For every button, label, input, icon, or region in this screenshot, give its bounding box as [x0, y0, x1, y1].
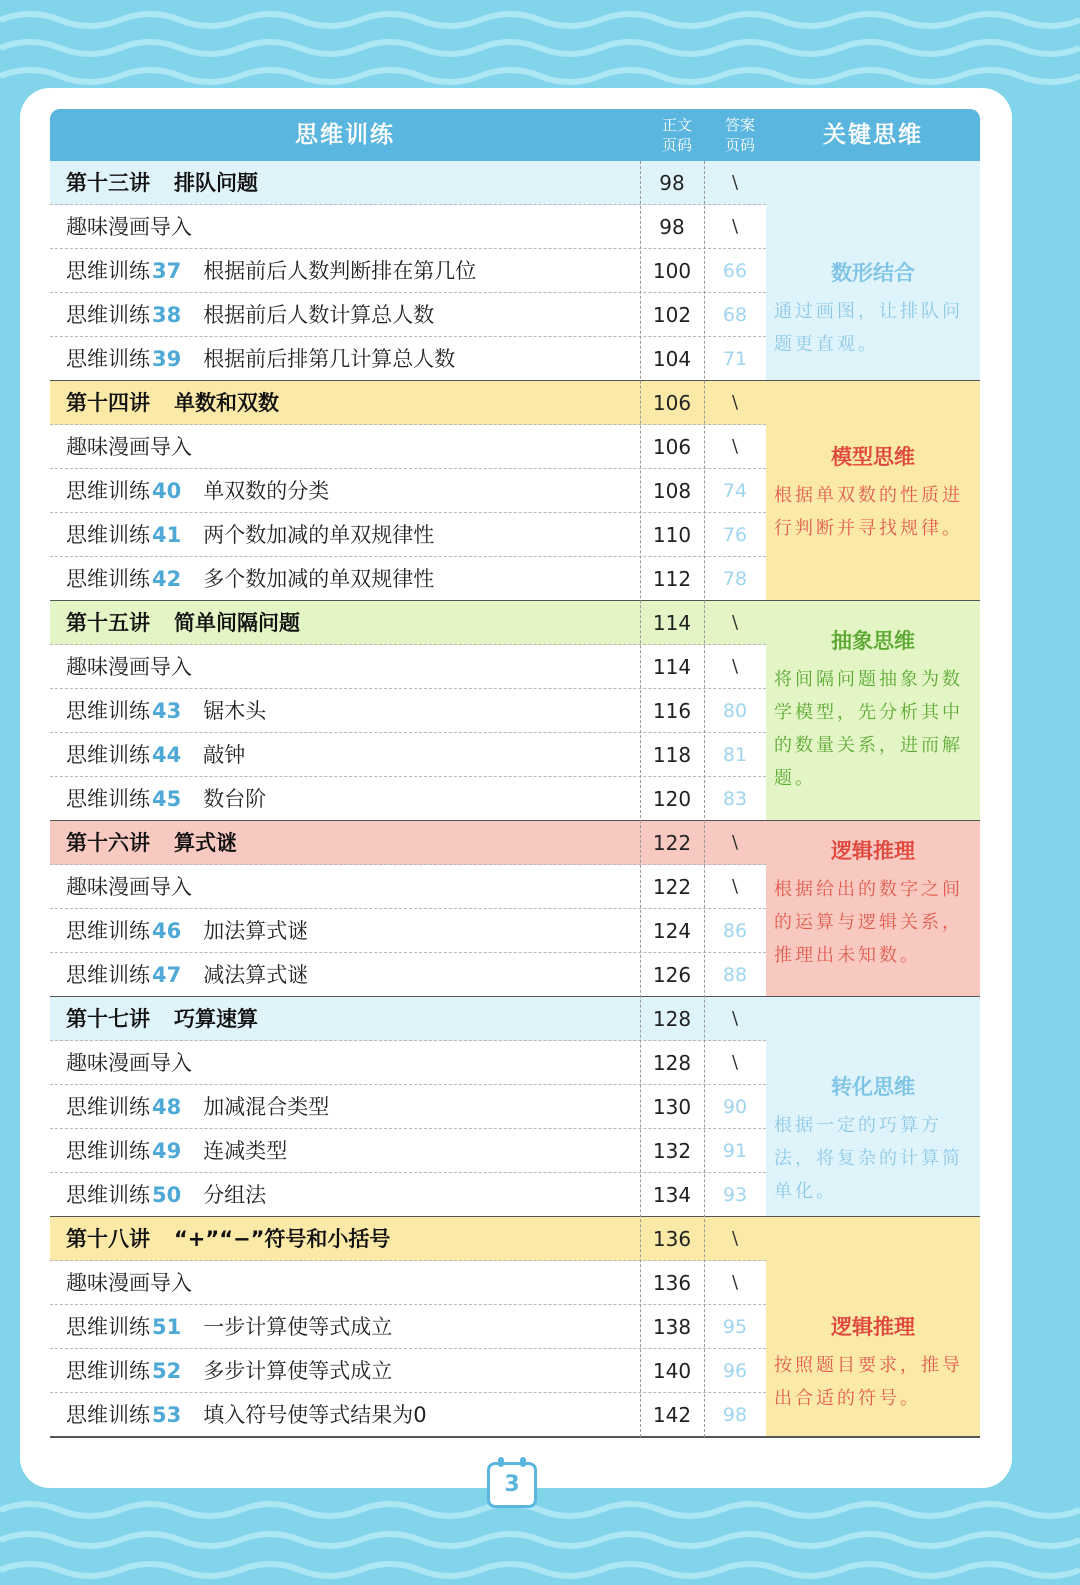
training-row[interactable]	[50, 513, 766, 557]
intro-label: 趣味漫画导入	[66, 435, 192, 459]
key-thinking-description: 根据一定的巧算方法，将复杂的计算简单化。	[774, 1115, 963, 1202]
intro-answer-page: \	[731, 1052, 739, 1073]
training-prefix: 思维训练	[66, 567, 150, 591]
training-row[interactable]	[50, 1173, 766, 1217]
training-row[interactable]	[50, 953, 766, 997]
key-thinking-title: 模型思维	[831, 445, 915, 469]
intro-answer-page: \	[731, 216, 739, 237]
lecture-answer-page: \	[731, 1228, 739, 1249]
header-key-title: 关键思维	[823, 122, 923, 148]
intro-answer-page: \	[731, 436, 739, 457]
lecture-answer-page: \	[731, 1008, 739, 1029]
training-answer-page: 81	[722, 744, 748, 766]
training-page: 120	[652, 787, 692, 811]
header-page-line1: 正文	[661, 116, 692, 134]
training-answer-page: 78	[722, 568, 748, 590]
training-row[interactable]	[50, 1085, 766, 1129]
training-row[interactable]	[50, 909, 766, 953]
training-page: 134	[652, 1183, 692, 1207]
training-prefix: 思维训练	[66, 743, 150, 767]
key-thinking-title: 转化思维	[831, 1075, 915, 1099]
training-number: 51	[152, 1315, 182, 1339]
key-thinking-box	[766, 835, 980, 972]
key-thinking-description: 按照题目要求，推导出合适的符号。	[774, 1355, 963, 1409]
training-answer-page: 90	[722, 1096, 748, 1118]
training-prefix: 思维训练	[66, 1403, 150, 1427]
lecture-answer-page: \	[731, 392, 739, 413]
intro-page: 136	[652, 1271, 692, 1295]
lecture-title: 巧算速算	[174, 1007, 258, 1031]
training-page: 112	[652, 567, 692, 591]
training-prefix: 思维训练	[66, 787, 150, 811]
training-answer-page: 93	[722, 1184, 748, 1206]
lecture-number: 第十七讲	[66, 1007, 150, 1031]
training-number: 38	[152, 303, 182, 327]
lecture-page: 114	[652, 611, 692, 635]
lecture-page: 98	[659, 171, 685, 195]
training-page: 138	[652, 1315, 692, 1339]
table-header	[50, 109, 980, 161]
intro-answer-page: \	[731, 1272, 739, 1293]
training-answer-page: 83	[722, 788, 748, 810]
training-prefix: 思维训练	[66, 523, 150, 547]
training-topic: 多个数加减的单双规律性	[203, 567, 435, 591]
training-page: 140	[652, 1359, 692, 1383]
key-thinking-box	[766, 1311, 980, 1415]
training-page: 102	[652, 303, 692, 327]
training-topic: 敲钟	[203, 743, 246, 767]
key-thinking-box	[766, 1071, 980, 1208]
lecture-number: 第十四讲	[66, 391, 150, 415]
lecture-title: 简单间隔问题	[174, 611, 300, 635]
page-number-badge	[487, 1462, 537, 1508]
lecture-row[interactable]	[50, 381, 766, 425]
lecture-page: 128	[652, 1007, 692, 1031]
training-answer-page: 71	[722, 348, 748, 370]
training-page: 118	[652, 743, 692, 767]
training-prefix: 思维训练	[66, 919, 150, 943]
training-page: 132	[652, 1139, 692, 1163]
key-thinking-box	[766, 625, 980, 795]
training-page: 104	[652, 347, 692, 371]
training-answer-page: 91	[722, 1140, 748, 1162]
training-number: 39	[152, 347, 182, 371]
intro-answer-page: \	[731, 656, 739, 677]
training-prefix: 思维训练	[66, 1315, 150, 1339]
header-page-column	[652, 115, 702, 155]
training-answer-page: 98	[722, 1404, 748, 1426]
intro-label: 趣味漫画导入	[66, 1271, 192, 1295]
training-topic: 加法算式谜	[203, 919, 309, 943]
lecture-answer-page: \	[731, 832, 739, 853]
training-page: 110	[652, 523, 692, 547]
header-answer-column	[715, 115, 765, 155]
header-answer-line2: 页码	[724, 136, 755, 154]
training-prefix: 思维训练	[66, 1183, 150, 1207]
lecture-row[interactable]	[50, 601, 766, 645]
training-prefix: 思维训练	[66, 1095, 150, 1119]
column-divider	[704, 161, 705, 1437]
key-thinking-description: 根据单双数的性质进行判断并寻找规律。	[774, 485, 963, 539]
key-thinking-box	[766, 441, 980, 545]
training-number: 53	[152, 1403, 182, 1427]
key-thinking-box	[766, 257, 980, 361]
training-topic: 连减类型	[203, 1139, 288, 1163]
training-row[interactable]	[50, 733, 766, 777]
intro-page: 98	[659, 215, 685, 239]
lecture-title: “+”“−”符号和小括号	[174, 1227, 391, 1251]
training-page: 126	[652, 963, 692, 987]
intro-label: 趣味漫画导入	[66, 1051, 192, 1075]
training-answer-page: 80	[722, 700, 748, 722]
key-thinking-title: 数形结合	[831, 261, 915, 285]
training-number: 41	[152, 523, 182, 547]
intro-row[interactable]	[50, 865, 766, 909]
lecture-number: 第十八讲	[66, 1227, 150, 1251]
training-row[interactable]	[50, 1129, 766, 1173]
training-row[interactable]	[50, 777, 766, 821]
lecture-page: 122	[652, 831, 692, 855]
training-topic: 两个数加减的单双规律性	[203, 523, 435, 547]
intro-row[interactable]	[50, 645, 766, 689]
training-page: 116	[652, 699, 692, 723]
training-answer-page: 68	[722, 304, 748, 326]
lecture-number: 第十三讲	[66, 171, 150, 195]
lecture-answer-page: \	[731, 172, 739, 193]
training-answer-page: 86	[722, 920, 748, 942]
training-number: 52	[152, 1359, 182, 1383]
intro-row[interactable]	[50, 1261, 766, 1305]
training-number: 42	[152, 567, 182, 591]
training-number: 49	[152, 1139, 182, 1163]
training-page: 108	[652, 479, 692, 503]
training-number: 46	[152, 919, 182, 943]
header-page-line2: 页码	[661, 136, 692, 154]
lecture-row[interactable]	[50, 821, 766, 865]
lecture-title: 排队问题	[174, 171, 258, 195]
header-answer-line1: 答案	[724, 116, 755, 134]
training-row[interactable]	[50, 689, 766, 733]
training-number: 43	[152, 699, 182, 723]
intro-row[interactable]	[50, 425, 766, 469]
lecture-title: 算式谜	[174, 831, 237, 855]
training-row[interactable]	[50, 1305, 766, 1349]
training-row[interactable]	[50, 1393, 766, 1437]
training-prefix: 思维训练	[66, 347, 150, 371]
training-answer-page: 95	[722, 1316, 748, 1338]
intro-label: 趣味漫画导入	[66, 655, 192, 679]
lecture-answer-page: \	[731, 612, 739, 633]
training-page: 142	[652, 1403, 692, 1427]
training-row[interactable]	[50, 469, 766, 513]
training-number: 37	[152, 259, 182, 283]
training-number: 50	[152, 1183, 182, 1207]
lecture-row[interactable]	[50, 161, 766, 205]
lecture-number: 第十六讲	[66, 831, 150, 855]
training-number: 40	[152, 479, 182, 503]
lecture-number: 第十五讲	[66, 611, 150, 635]
lecture-title: 单数和双数	[174, 391, 279, 415]
intro-label: 趣味漫画导入	[66, 215, 192, 239]
training-page: 100	[652, 259, 692, 283]
training-answer-page: 74	[722, 480, 748, 502]
training-answer-page: 88	[722, 964, 748, 986]
training-number: 48	[152, 1095, 182, 1119]
training-answer-page: 76	[722, 524, 748, 546]
training-prefix: 思维训练	[66, 963, 150, 987]
training-prefix: 思维训练	[66, 699, 150, 723]
training-topic: 多步计算使等式成立	[203, 1359, 393, 1383]
key-thinking-title: 逻辑推理	[831, 1315, 915, 1339]
training-prefix: 思维训练	[66, 303, 150, 327]
training-topic: 根据前后人数计算总人数	[203, 303, 435, 327]
training-topic: 加减混合类型	[203, 1095, 330, 1119]
training-topic: 锯木头	[203, 699, 267, 723]
intro-page: 106	[652, 435, 692, 459]
training-answer-page: 96	[722, 1360, 748, 1382]
lecture-row[interactable]	[50, 997, 766, 1041]
lecture-row[interactable]	[50, 1217, 766, 1261]
training-row[interactable]	[50, 293, 766, 337]
training-topic: 数台阶	[203, 787, 267, 811]
training-prefix: 思维训练	[66, 479, 150, 503]
training-prefix: 思维训练	[66, 1139, 150, 1163]
training-topic: 根据前后排第几计算总人数	[203, 347, 456, 371]
training-number: 44	[152, 743, 182, 767]
section-divider	[50, 1436, 980, 1438]
training-row[interactable]	[50, 557, 766, 601]
lecture-page: 136	[652, 1227, 692, 1251]
intro-row[interactable]	[50, 1041, 766, 1085]
key-thinking-description: 通过画图，让排队问题更直观。	[774, 301, 963, 355]
training-topic: 根据前后人数判断排在第几位	[203, 259, 477, 283]
training-prefix: 思维训练	[66, 1359, 150, 1383]
training-topic: 填入符号使等式结果为0	[203, 1403, 427, 1427]
training-page: 130	[652, 1095, 692, 1119]
header-title: 思维训练	[295, 122, 395, 148]
training-topic: 单双数的分类	[203, 479, 330, 503]
key-thinking-title: 逻辑推理	[831, 839, 915, 863]
training-number: 47	[152, 963, 182, 987]
key-thinking-description: 根据给出的数字之间的运算与逻辑关系，推理出未知数。	[774, 879, 963, 966]
training-row[interactable]	[50, 249, 766, 293]
intro-answer-page: \	[731, 876, 739, 897]
training-page: 124	[652, 919, 692, 943]
key-thinking-description: 将间隔问题抽象为数学模型，先分析其中的数量关系，进而解题。	[774, 669, 963, 789]
key-thinking-title: 抽象思维	[831, 629, 915, 653]
training-topic: 分组法	[203, 1183, 267, 1207]
training-number: 45	[152, 787, 182, 811]
training-row[interactable]	[50, 1349, 766, 1393]
intro-page: 114	[652, 655, 692, 679]
intro-page: 128	[652, 1051, 692, 1075]
training-topic: 减法算式谜	[203, 963, 309, 987]
lecture-page: 106	[652, 391, 692, 415]
column-divider	[640, 161, 641, 1437]
intro-label: 趣味漫画导入	[66, 875, 192, 899]
training-answer-page: 66	[722, 260, 748, 282]
intro-page: 122	[652, 875, 692, 899]
page-number: 3	[504, 1472, 520, 1497]
intro-row[interactable]	[50, 205, 766, 249]
training-prefix: 思维训练	[66, 259, 150, 283]
training-topic: 一步计算使等式成立	[203, 1315, 393, 1339]
training-row[interactable]	[50, 337, 766, 381]
